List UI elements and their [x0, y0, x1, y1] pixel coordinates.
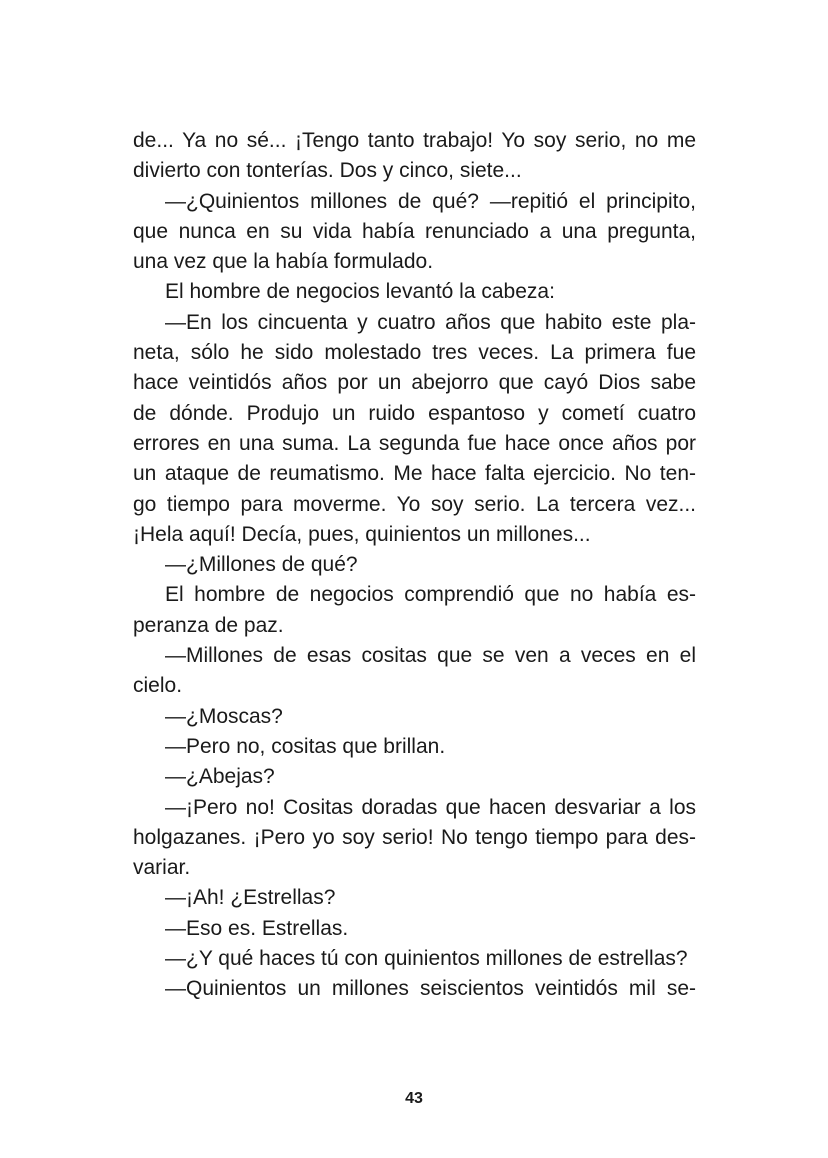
- text-line: hace veintidós años por un abejorro que cayó Dios sabe: [133, 371, 696, 395]
- text-line: —Quinientos un millones seiscientos veintidós mil se-: [165, 977, 696, 1001]
- text-line: cielo.: [133, 674, 183, 698]
- text-line: holgazanes. ¡Pero yo soy serio! No tengo tiempo para des-: [133, 825, 696, 849]
- text-line: una vez que la había formulado.: [133, 250, 434, 274]
- text-line: El hombre de negocios levantó la cabeza:: [165, 280, 555, 304]
- text-line: —¿Millones de qué?: [165, 553, 358, 577]
- text-line: —¿Y qué haces tú con quinientos millones de estrellas?: [165, 947, 688, 971]
- text-line: de dónde. Produjo un ruido espantoso y cometí cuatro: [133, 401, 696, 425]
- text-line: que nunca en su vida había renunciado a una pregunta,: [133, 219, 696, 243]
- text-line: ¡Hela aquí! Decía, pues, quinientos un millones...: [133, 522, 591, 546]
- text-line: —¿Abejas?: [165, 765, 275, 789]
- text-line: divierto con tonterías. Dos y cinco, siete...: [133, 159, 522, 183]
- text-line: El hombre de negocios comprendió que no había es-: [165, 583, 696, 607]
- text-line: un ataque de reumatismo. Me hace falta ejercicio. No ten-: [133, 462, 696, 486]
- page-number: 43: [405, 1090, 423, 1107]
- text-line: errores en una suma. La segunda fue hace once años por: [133, 431, 696, 455]
- text-line: go tiempo para moverme. Yo soy serio. La tercera vez...: [133, 492, 696, 516]
- text-line: —En los cincuenta y cuatro años que habito este pla-: [165, 310, 696, 334]
- text-line: de... Ya no sé... ¡Tengo tanto trabajo! Yo soy serio, no me: [133, 129, 696, 152]
- text-line: —Eso es. Estrellas.: [165, 916, 349, 940]
- text-line: variar.: [133, 856, 191, 880]
- text-line: —Pero no, cositas que brillan.: [165, 734, 446, 758]
- text-line: —¿Quinientos millones de qué? —repitió el principito,: [165, 189, 696, 213]
- body-text: [133, 126, 696, 1005]
- text-line: neta, sólo he sido molestado tres veces. La primera fue: [133, 341, 696, 365]
- text-line: —¡Pero no! Cositas doradas que hacen desvariar a los: [165, 795, 696, 819]
- text-line: —¡Ah! ¿Estrellas?: [165, 886, 336, 910]
- text-line: peranza de paz.: [133, 613, 284, 637]
- text-line: —¿Moscas?: [165, 704, 283, 728]
- text-line: —Millones de esas cositas que se ven a veces en el: [165, 644, 696, 668]
